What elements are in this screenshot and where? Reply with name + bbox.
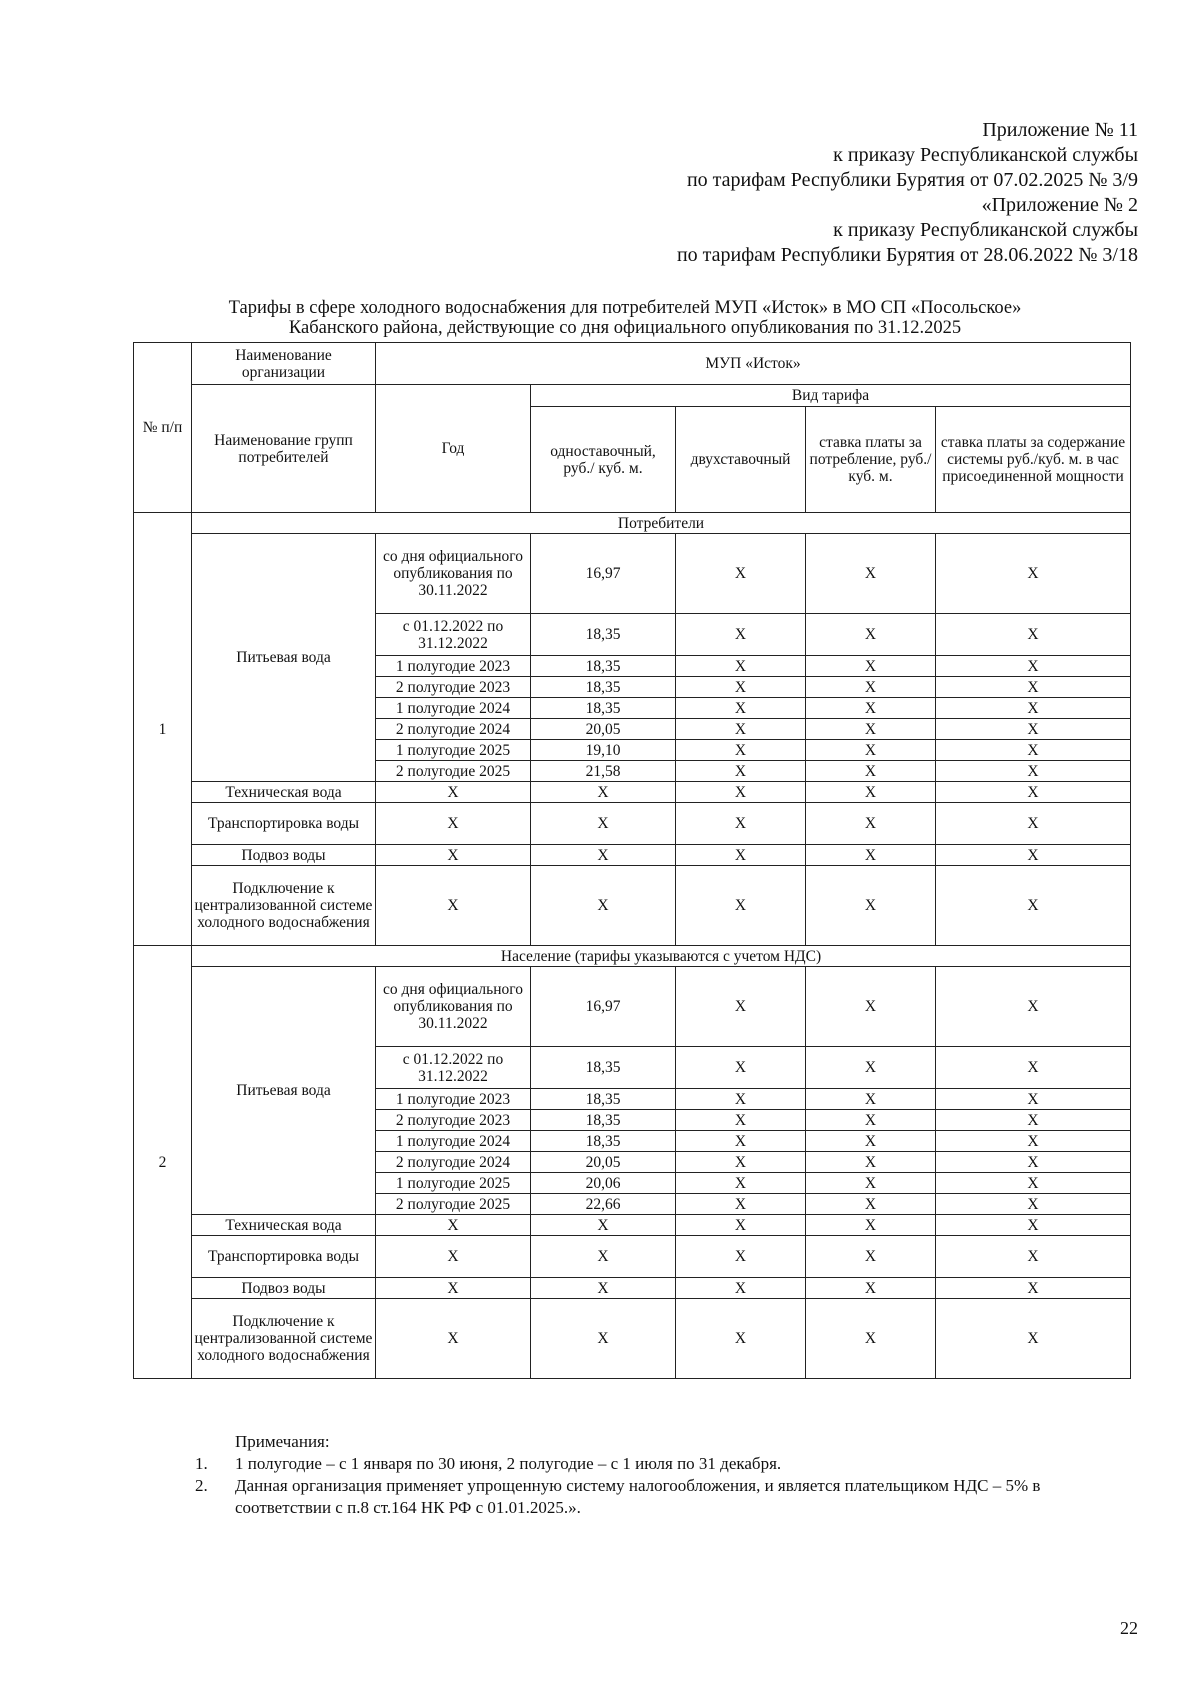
single-rate-cell: 18,35	[531, 614, 676, 656]
consumption-rate-cell: X	[806, 677, 936, 698]
period-cell: 2 полугодие 2023	[376, 1110, 531, 1131]
period-cell: с 01.12.2022 по 31.12.2022	[376, 1047, 531, 1089]
header-line: «Приложение № 2	[981, 194, 1138, 216]
col-maintenance-header: ставка платы за содержание системы руб./куб. м. в час присоединенной мощности	[936, 407, 1131, 513]
consumption-rate-cell: X	[806, 719, 936, 740]
maintenance-rate-cell: X	[936, 967, 1131, 1047]
notes-title: Примечания:	[235, 1432, 330, 1451]
two-rate-cell: X	[676, 866, 806, 946]
single-rate-cell: X	[531, 782, 676, 803]
header-line: Приложение № 11	[982, 119, 1138, 141]
consumption-rate-cell: X	[806, 614, 936, 656]
table-row	[134, 1236, 1131, 1278]
period-cell: с 01.12.2022 по 31.12.2022	[376, 614, 531, 656]
title-line-1: Тарифы в сфере холодного водоснабжения для потребителей МУП «Исток» в МО СП «Посольское»	[228, 298, 1022, 318]
maintenance-rate-cell: X	[936, 656, 1131, 677]
two-rate-cell: X	[676, 614, 806, 656]
consumption-rate-cell: X	[806, 866, 936, 946]
consumption-rate-cell: X	[806, 1236, 936, 1278]
single-rate-cell: 18,35	[531, 1089, 676, 1110]
note-number: 2.	[195, 1476, 208, 1495]
maintenance-rate-cell: X	[936, 1236, 1131, 1278]
consumption-rate-cell: X	[806, 1131, 936, 1152]
period-cell: со дня официального опубликования по 30.11.2022	[376, 534, 531, 614]
table-row	[134, 967, 1131, 1047]
section-title-row	[134, 946, 1131, 967]
drinking-water-label: Питьевая вода	[192, 534, 376, 782]
period-cell: X	[376, 845, 531, 866]
section-title-row	[134, 513, 1131, 534]
header-line: к приказу Республиканской службы	[833, 144, 1138, 166]
period-cell: 1 полугодие 2025	[376, 1173, 531, 1194]
section-title: Потребители	[192, 513, 1131, 534]
maintenance-rate-cell: X	[936, 1278, 1131, 1299]
group-name-cell: Техническая вода	[192, 1215, 376, 1236]
consumption-rate-cell: X	[806, 656, 936, 677]
col-groups-header: Наименование групп потребителей	[192, 385, 376, 513]
group-name-cell: Подключение к централизованной системе холодного водоснабжения	[192, 1299, 376, 1379]
note-item	[195, 1475, 1135, 1519]
single-rate-cell: X	[531, 845, 676, 866]
two-rate-cell: X	[676, 1110, 806, 1131]
maintenance-rate-cell: X	[936, 1194, 1131, 1215]
period-cell: X	[376, 866, 531, 946]
col-two-header: двухставочный	[676, 407, 806, 513]
maintenance-rate-cell: X	[936, 782, 1131, 803]
single-rate-cell: 16,97	[531, 967, 676, 1047]
header-row-org	[134, 343, 1131, 385]
appendix-header	[438, 118, 1138, 268]
single-rate-cell: 21,58	[531, 761, 676, 782]
maintenance-rate-cell: X	[936, 740, 1131, 761]
two-rate-cell: X	[676, 534, 806, 614]
two-rate-cell: X	[676, 782, 806, 803]
period-cell: 2 полугодие 2024	[376, 1152, 531, 1173]
note-item	[195, 1453, 1135, 1475]
single-rate-cell: 16,97	[531, 534, 676, 614]
two-rate-cell: X	[676, 1089, 806, 1110]
single-rate-cell: 19,10	[531, 740, 676, 761]
col-org-header: Наименование организации	[192, 343, 376, 385]
consumption-rate-cell: X	[806, 782, 936, 803]
maintenance-rate-cell: X	[936, 1152, 1131, 1173]
org-name: МУП «Исток»	[376, 343, 1131, 385]
consumption-rate-cell: X	[806, 967, 936, 1047]
section-title: Население (тарифы указываются с учетом НДС)	[192, 946, 1131, 967]
table-row	[134, 1278, 1131, 1299]
table-row	[134, 845, 1131, 866]
single-rate-cell: 20,05	[531, 1152, 676, 1173]
single-rate-cell: 18,35	[531, 1110, 676, 1131]
period-cell: X	[376, 1236, 531, 1278]
maintenance-rate-cell: X	[936, 614, 1131, 656]
group-name-cell: Подвоз воды	[192, 1278, 376, 1299]
two-rate-cell: X	[676, 1173, 806, 1194]
single-rate-cell: 18,35	[531, 698, 676, 719]
maintenance-rate-cell: X	[936, 1131, 1131, 1152]
two-rate-cell: X	[676, 1278, 806, 1299]
consumption-rate-cell: X	[806, 1278, 936, 1299]
consumption-rate-cell: X	[806, 803, 936, 845]
header-line: к приказу Республиканской службы	[833, 219, 1138, 241]
two-rate-cell: X	[676, 1047, 806, 1089]
single-rate-cell: 20,06	[531, 1173, 676, 1194]
single-rate-cell: X	[531, 866, 676, 946]
page-number: 22	[1120, 1618, 1138, 1638]
single-rate-cell: X	[531, 1278, 676, 1299]
period-cell: X	[376, 803, 531, 845]
note-text: 1 полугодие – с 1 января по 30 июня, 2 полугодие – с 1 июля по 31 декабря.	[235, 1454, 782, 1473]
single-rate-cell: X	[531, 803, 676, 845]
period-cell: со дня официального опубликования по 30.11.2022	[376, 967, 531, 1047]
group-name-cell: Транспортировка воды	[192, 1236, 376, 1278]
two-rate-cell: X	[676, 698, 806, 719]
maintenance-rate-cell: X	[936, 866, 1131, 946]
consumption-rate-cell: X	[806, 1047, 936, 1089]
single-rate-cell: 18,35	[531, 1047, 676, 1089]
section-number: 1	[134, 513, 192, 946]
maintenance-rate-cell: X	[936, 677, 1131, 698]
table-row	[134, 1299, 1131, 1379]
drinking-water-label: Питьевая вода	[192, 967, 376, 1215]
two-rate-cell: X	[676, 761, 806, 782]
period-cell: 2 полугодие 2025	[376, 1194, 531, 1215]
two-rate-cell: X	[676, 1299, 806, 1379]
two-rate-cell: X	[676, 1131, 806, 1152]
header-line: по тарифам Республики Бурятия от 07.02.2025 № 3/9	[686, 169, 1138, 191]
period-cell: X	[376, 1299, 531, 1379]
consumption-rate-cell: X	[806, 1110, 936, 1131]
maintenance-rate-cell: X	[936, 719, 1131, 740]
single-rate-cell: X	[531, 1299, 676, 1379]
document-title	[120, 298, 1130, 338]
period-cell: 2 полугодие 2025	[376, 761, 531, 782]
period-cell: 1 полугодие 2023	[376, 656, 531, 677]
two-rate-cell: X	[676, 677, 806, 698]
col-num-header: № п/п	[134, 343, 192, 513]
maintenance-rate-cell: X	[936, 698, 1131, 719]
two-rate-cell: X	[676, 1215, 806, 1236]
notes	[195, 1431, 1135, 1519]
period-cell: 1 полугодие 2023	[376, 1089, 531, 1110]
two-rate-cell: X	[676, 1236, 806, 1278]
two-rate-cell: X	[676, 1152, 806, 1173]
period-cell: 1 полугодие 2025	[376, 740, 531, 761]
maintenance-rate-cell: X	[936, 1047, 1131, 1089]
table-row	[134, 803, 1131, 845]
table-row	[134, 782, 1131, 803]
table-row	[134, 866, 1131, 946]
two-rate-cell: X	[676, 656, 806, 677]
period-cell: 1 полугодие 2024	[376, 698, 531, 719]
single-rate-cell: X	[531, 1236, 676, 1278]
maintenance-rate-cell: X	[936, 845, 1131, 866]
consumption-rate-cell: X	[806, 845, 936, 866]
period-cell: X	[376, 1215, 531, 1236]
two-rate-cell: X	[676, 740, 806, 761]
group-name-cell: Транспортировка воды	[192, 803, 376, 845]
tariff-table	[133, 342, 1131, 1379]
two-rate-cell: X	[676, 845, 806, 866]
two-rate-cell: X	[676, 1194, 806, 1215]
group-name-cell: Подключение к централизованной системе холодного водоснабжения	[192, 866, 376, 946]
period-cell: X	[376, 1278, 531, 1299]
period-cell: 2 полугодие 2024	[376, 719, 531, 740]
col-year-header: Год	[376, 385, 531, 513]
consumption-rate-cell: X	[806, 1173, 936, 1194]
two-rate-cell: X	[676, 719, 806, 740]
group-name-cell: Подвоз воды	[192, 845, 376, 866]
maintenance-rate-cell: X	[936, 1173, 1131, 1194]
single-rate-cell: 22,66	[531, 1194, 676, 1215]
consumption-rate-cell: X	[806, 1089, 936, 1110]
maintenance-rate-cell: X	[936, 534, 1131, 614]
consumption-rate-cell: X	[806, 740, 936, 761]
maintenance-rate-cell: X	[936, 761, 1131, 782]
single-rate-cell: 18,35	[531, 656, 676, 677]
group-name-cell: Техническая вода	[192, 782, 376, 803]
consumption-rate-cell: X	[806, 761, 936, 782]
title-line-2: Кабанского района, действующие со дня официального опубликования по 31.12.2025	[288, 318, 962, 338]
single-rate-cell: 20,05	[531, 719, 676, 740]
period-cell: X	[376, 782, 531, 803]
col-single-header: одноставочный, руб./ куб. м.	[531, 407, 676, 513]
table-row	[134, 1215, 1131, 1236]
section-number: 2	[134, 946, 192, 1379]
maintenance-rate-cell: X	[936, 1089, 1131, 1110]
consumption-rate-cell: X	[806, 1215, 936, 1236]
consumption-rate-cell: X	[806, 1299, 936, 1379]
header-line: по тарифам Республики Бурятия от 28.06.2022 № 3/18	[676, 244, 1138, 266]
maintenance-rate-cell: X	[936, 803, 1131, 845]
single-rate-cell: 18,35	[531, 677, 676, 698]
note-text: Данная организация применяет упрощенную систему налогообложения, и является плательщиком НДС – 5% в соответствии с п.8 ст.164 НК РФ с 01.01.2025.».	[235, 1476, 1041, 1517]
header-row-kind	[134, 385, 1131, 407]
consumption-rate-cell: X	[806, 534, 936, 614]
single-rate-cell: 18,35	[531, 1131, 676, 1152]
maintenance-rate-cell: X	[936, 1215, 1131, 1236]
consumption-rate-cell: X	[806, 698, 936, 719]
two-rate-cell: X	[676, 967, 806, 1047]
note-number: 1.	[195, 1454, 208, 1473]
table-row	[134, 534, 1131, 614]
period-cell: 1 полугодие 2024	[376, 1131, 531, 1152]
maintenance-rate-cell: X	[936, 1299, 1131, 1379]
consumption-rate-cell: X	[806, 1194, 936, 1215]
tariff-kind-header: Вид тарифа	[531, 385, 1131, 407]
period-cell: 2 полугодие 2023	[376, 677, 531, 698]
single-rate-cell: X	[531, 1215, 676, 1236]
maintenance-rate-cell: X	[936, 1110, 1131, 1131]
consumption-rate-cell: X	[806, 1152, 936, 1173]
two-rate-cell: X	[676, 803, 806, 845]
col-consumption-header: ставка платы за потребление, руб./ куб. м.	[806, 407, 936, 513]
